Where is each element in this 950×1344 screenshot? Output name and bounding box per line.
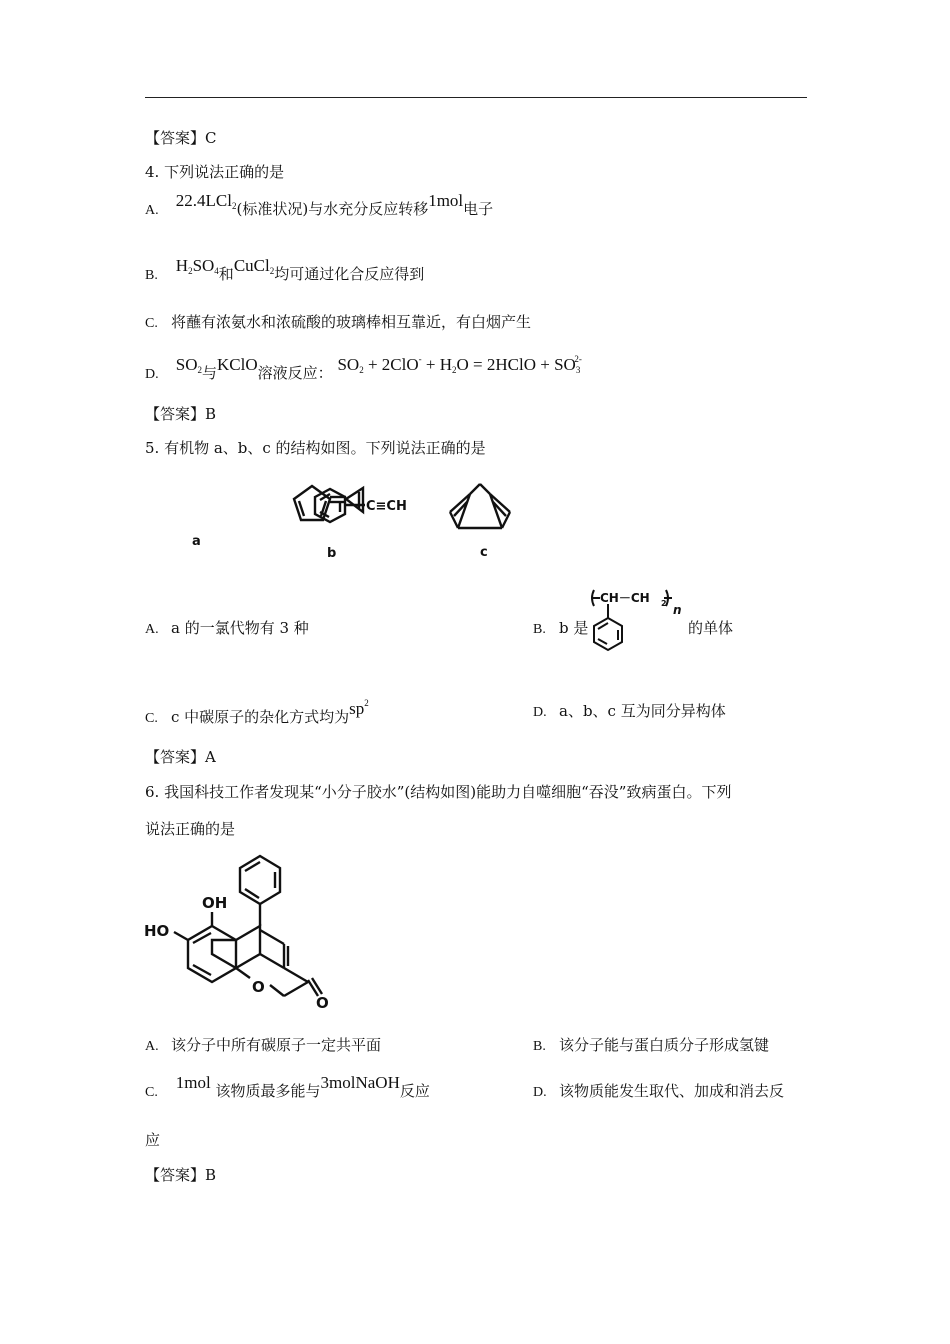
option-text: 电子 bbox=[463, 200, 494, 218]
q6-structure bbox=[140, 850, 340, 1020]
option-text: 和 bbox=[218, 265, 234, 283]
q4-option-b bbox=[145, 256, 425, 290]
option-text: 溶液反应： bbox=[257, 364, 333, 382]
option-text: 与 bbox=[202, 364, 218, 382]
answer-3: 【答案】C bbox=[145, 129, 217, 147]
header-rule bbox=[145, 97, 807, 98]
option-label: C. bbox=[145, 1085, 158, 1100]
polymer-unit: CH－CH bbox=[600, 591, 650, 605]
polymer-structure bbox=[586, 584, 686, 660]
q5-option-c bbox=[145, 700, 369, 730]
option-text: 均可通过化合反应得到 bbox=[274, 265, 425, 283]
formula: $SO_2$ bbox=[175, 355, 203, 375]
option-label: A. bbox=[145, 622, 159, 637]
q6-option-c bbox=[145, 1073, 430, 1104]
answer-5: 【答案】A bbox=[145, 748, 216, 766]
label-b-group: C≡CH bbox=[366, 499, 407, 514]
q6-option-d-cont: 应 bbox=[145, 1131, 161, 1149]
formula: $sp^2$ bbox=[349, 698, 369, 718]
option-text: 反应 bbox=[399, 1082, 430, 1100]
polymer-n: n bbox=[673, 603, 682, 617]
option-text: a 的一氯代物有 3 种 bbox=[171, 619, 309, 637]
carbonyl-oxygen-label: O bbox=[316, 994, 329, 1012]
option-label: C. bbox=[145, 316, 158, 331]
formula: $H_2SO_4$ bbox=[175, 256, 219, 276]
option-text: 该物质能发生取代、加成和消去反 bbox=[559, 1082, 785, 1100]
option-label: D. bbox=[533, 705, 547, 720]
option-text: 该物质最多能与 bbox=[215, 1082, 321, 1100]
option-text: 该分子中所有碳原子一定共平面 bbox=[171, 1036, 382, 1054]
formula: KClO bbox=[217, 355, 258, 374]
question-6-stem: 6. 我国科技工作者发现某“小分子胶水”(结构如图)能助力自噬细胞“吞没”致病蛋白。下列 bbox=[145, 783, 732, 801]
ho-label: HO bbox=[144, 922, 170, 940]
q5-option-d bbox=[533, 700, 726, 724]
option-text: c 中碳原子的杂化方式均为 bbox=[171, 708, 350, 726]
molecule-b bbox=[315, 489, 365, 522]
option-label: B. bbox=[145, 268, 158, 283]
answer-6: 【答案】B bbox=[145, 1166, 217, 1184]
q5-option-b bbox=[533, 617, 588, 641]
q6-option-a bbox=[145, 1034, 381, 1058]
question-6-stem-cont: 说法正确的是 bbox=[145, 820, 236, 838]
option-text: a、b、c 互为同分异构体 bbox=[559, 702, 726, 720]
label-c: c bbox=[480, 545, 488, 560]
option-label: D. bbox=[145, 367, 159, 382]
q4-option-a bbox=[145, 191, 494, 225]
question-4-stem: 4. 下列说法正确的是 bbox=[145, 163, 285, 181]
option-text: 将蘸有浓氨水和浓硫酸的玻璃棒相互靠近，有白烟产生 bbox=[171, 313, 532, 331]
label-a: a bbox=[192, 534, 201, 549]
option-text: (标准状况)与水充分反应转移 bbox=[236, 200, 429, 218]
formula: 1mol bbox=[428, 191, 464, 210]
formula: CuCl$_2$ bbox=[233, 256, 275, 276]
option-label: A. bbox=[145, 1039, 159, 1054]
q4-option-c bbox=[145, 311, 531, 335]
question-5-stem: 5. 有机物 a、b、c 的结构如图。下列说法正确的是 bbox=[145, 439, 486, 457]
q5-option-b-tail: 的单体 bbox=[688, 619, 734, 637]
oh-label: OH bbox=[202, 894, 228, 912]
option-label: B. bbox=[533, 622, 546, 637]
q5-option-a bbox=[145, 617, 309, 641]
formula: 22.4LCl$_2$ bbox=[175, 191, 237, 211]
polymer-sub: 2 bbox=[661, 599, 667, 608]
label-b: b bbox=[327, 546, 337, 561]
q6-option-b bbox=[533, 1034, 769, 1058]
option-label: C. bbox=[145, 711, 158, 726]
q4-option-d bbox=[145, 356, 582, 389]
option-label: A. bbox=[145, 203, 159, 218]
answer-4: 【答案】B bbox=[145, 405, 217, 423]
formula: 1mol bbox=[175, 1073, 211, 1092]
option-label: D. bbox=[533, 1085, 547, 1100]
option-text: 该分子能与蛋白质分子形成氢键 bbox=[559, 1036, 770, 1054]
equation: $SO_2 + 2ClO^- + H_2O$ = 2HClO + $SO_3^{2-}$ bbox=[337, 354, 582, 375]
option-label: B. bbox=[533, 1039, 546, 1054]
molecule-c bbox=[450, 484, 510, 528]
formula: 3molNaOH bbox=[320, 1073, 400, 1092]
q5-structures bbox=[140, 472, 540, 567]
ring-oxygen-label: O bbox=[252, 978, 265, 996]
q6-option-d bbox=[533, 1080, 784, 1104]
option-text: b 是 bbox=[559, 619, 589, 637]
